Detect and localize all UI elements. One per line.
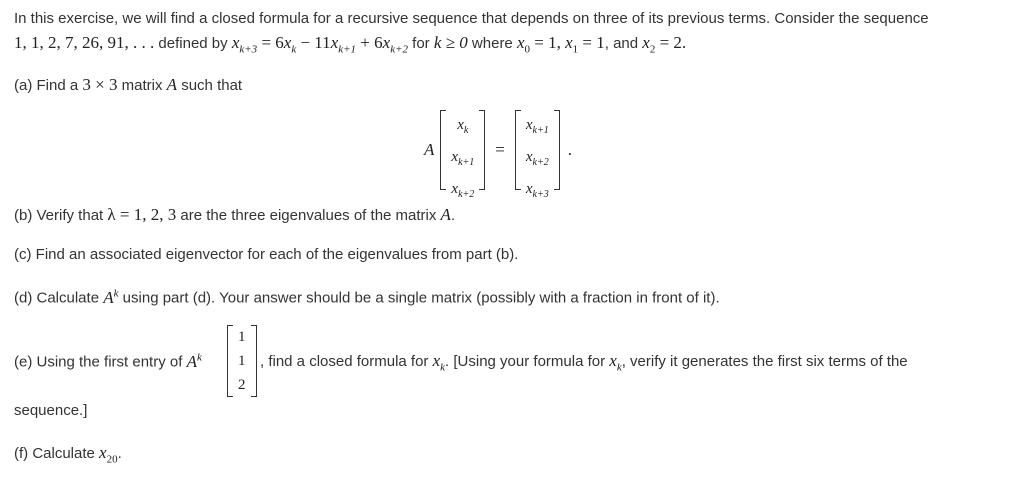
part-e-text-2: , find a closed formula for	[260, 353, 429, 370]
intro-line-2	[14, 33, 686, 55]
right-vector-entry-2: $x_{k+2}$	[525, 149, 549, 168]
part-b-var: A	[440, 205, 451, 224]
part-a-dims: 3 × 3	[82, 75, 118, 94]
part-d-text: (d) Calculate	[14, 289, 100, 307]
where-text: where	[471, 35, 513, 52]
k-condition: k ≥ 0	[433, 33, 468, 52]
left-vector-entry-3: $x_{k+2}$	[451, 181, 475, 200]
intro-text: In this exercise, we will find a closed formula for a recursive sequence that depends on three of its previous terms. Consider the sequence	[14, 10, 929, 27]
part-e-vector	[227, 325, 257, 397]
part-c	[14, 246, 518, 263]
part-a-end: such that	[181, 77, 243, 94]
part-f-x20: $x_{20}$	[99, 443, 118, 466]
part-e-text-3: . [Using your formula for	[445, 353, 606, 370]
part-e-vector-entry-1: 1	[238, 329, 246, 345]
defined-by-text: defined by	[158, 35, 228, 52]
equals-sign: =	[495, 140, 505, 159]
intro-line-1	[14, 10, 929, 27]
part-b-end: .	[450, 207, 456, 224]
part-e-line-1-rest	[260, 351, 908, 373]
right-vector-entry-1: $x_{k+1}$	[525, 117, 549, 136]
part-d	[14, 287, 720, 308]
part-e-xk-2: $x_k$	[609, 351, 622, 374]
part-f	[14, 443, 122, 465]
part-f-text: (f) Calculate	[14, 445, 95, 462]
part-b-text-2: are the three eigenvalues of the matrix	[180, 207, 437, 224]
left-vector	[440, 110, 485, 200]
part-d-text-2: using part (d). Your answer should be a single matrix (possibly with a fraction in front of it).	[122, 289, 720, 307]
part-e-line-2	[14, 402, 87, 419]
and-text: , and	[604, 35, 639, 52]
for-text: for	[412, 35, 430, 52]
right-vector-entry-3: $x_{k+3}$	[525, 181, 549, 200]
part-a-label: (a) Find a	[14, 77, 79, 94]
part-b	[14, 205, 455, 225]
initial-conditions: $x_0 = 1$, $x_1 = 1$	[516, 33, 605, 56]
matrix-equation	[424, 110, 582, 200]
recurrence-formula: $x_{k+3} = 6x_k - 11x_{k+1} + 6x_{k+2}$	[231, 33, 408, 56]
part-e-matrix-power: $A^k$	[186, 351, 202, 371]
part-e-line-1	[14, 351, 202, 372]
part-a-var: A	[166, 75, 178, 94]
part-e-vector-entry-2: 1	[238, 353, 246, 369]
part-e-vector-entry-3: 2	[238, 377, 246, 393]
part-d-matrix-power: $A^k$	[103, 287, 119, 307]
part-e-text: (e) Using the first entry of	[14, 353, 183, 371]
part-f-end: .	[117, 445, 122, 462]
part-b-text: (b) Verify that	[14, 207, 104, 224]
initial-condition-x2: $x_2 = 2$.	[642, 33, 687, 56]
left-vector-entry-1: $x_k$	[457, 117, 469, 136]
equation-period: .	[567, 140, 572, 159]
part-a	[14, 75, 242, 95]
part-e-text-4: , verify it generates the first six terms of the	[621, 353, 908, 370]
part-c-text: (c) Find an associated eigenvector for each of the eigenvalues from part (b).	[14, 246, 519, 263]
eigenvalue-list: λ = 1, 2, 3	[107, 205, 177, 224]
part-e-xk: $x_k$	[432, 351, 446, 374]
right-vector	[515, 110, 560, 200]
part-e-text-5: sequence.]	[14, 402, 88, 419]
part-a-text: matrix	[121, 77, 163, 94]
equation-matrix-A: A	[424, 140, 435, 159]
sequence-terms: 1, 1, 2, 7, 26, 91, . . .	[14, 33, 155, 52]
left-vector-entry-2: $x_{k+1}$	[451, 149, 475, 168]
